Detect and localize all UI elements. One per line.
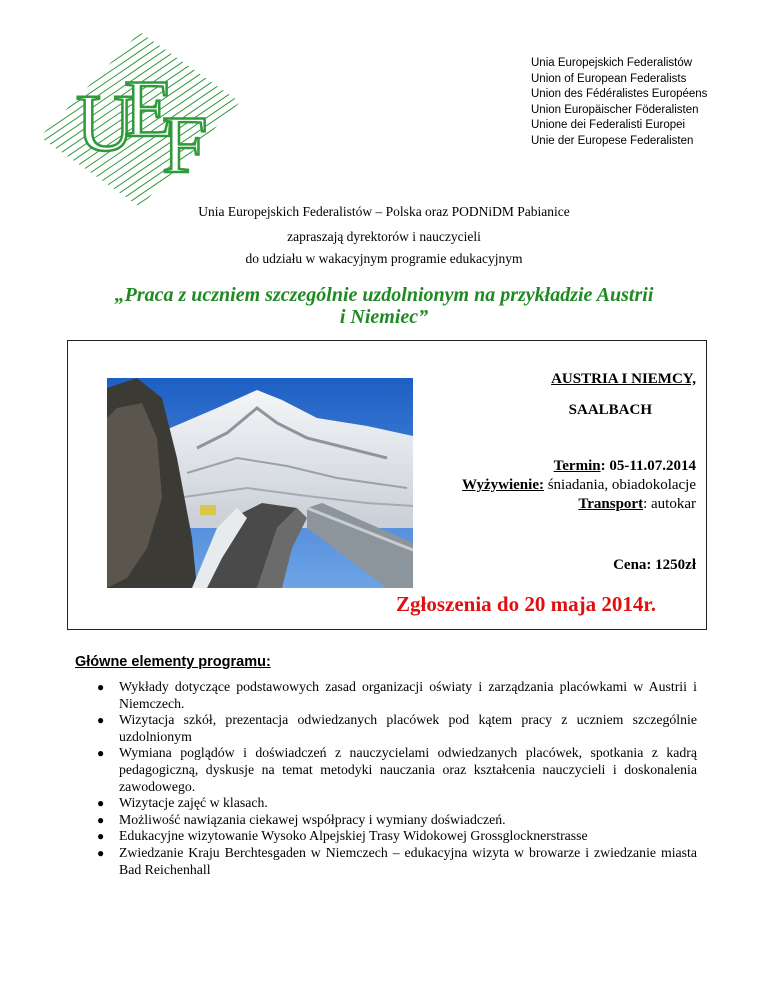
registration-deadline: Zgłoszenia do 20 maja 2014r. (396, 592, 656, 616)
org-name-fr: Union des Fédéralistes Européens (531, 88, 708, 101)
list-item: ● Wykłady dotyczące podstawowych zasad organizacji oświaty i zarządzania placówkami w Austrii i Niemczech. (97, 679, 697, 711)
svg-text:U: U (76, 77, 136, 168)
transport-value: : autokar (643, 496, 696, 512)
intro-line-3: do udziału w wakacyjnym programie edukacyjnym (245, 251, 523, 266)
svg-text:E: E (124, 63, 175, 154)
org-name-nl: Unie der Europese Federalisten (531, 134, 694, 147)
list-item: ● Edukacyjne wizytowanie Wysoko Alpejskiej Trasy Widokowej Grossglocknerstrasse (97, 828, 588, 844)
program-list (96, 679, 697, 878)
program-title (60, 284, 708, 328)
program-title-line-2: i Niemiec” (339, 306, 429, 328)
term-value: : 05-11.07.2014 (600, 458, 696, 474)
list-item: ● Zwiedzanie Kraju Berchtesgaden w Niemczech – edukacyjna wizyta w browarze i zwiedzanie miasta Bad Reichenhall (97, 844, 697, 877)
food-value: śniadania, obiadokolacje (543, 477, 696, 493)
food-line (462, 477, 696, 494)
term-line (554, 458, 696, 475)
org-name-it: Unione dei Federalisti Europei (531, 119, 686, 132)
list-item: ● Możliwość nawiązania ciekawej współpracy i wymiany doświadczeń. (97, 811, 506, 827)
org-name-de: Union Europäischer Föderalisten (531, 103, 699, 116)
transport-line (578, 496, 696, 513)
term-label: Termin (553, 458, 601, 474)
transport-label: Transport (578, 496, 644, 512)
program-title-line-1: „Praca z uczniem szczególnie uzdolnionym na przykładzie Austrii (114, 284, 654, 306)
price: Cena: 1250zł (613, 557, 696, 573)
svg-text:F: F (162, 99, 208, 190)
list-item: ● Wizytacje zajęć w klasach. (97, 795, 268, 811)
list-item: ● Wymiana poglądów i doświadczeń z nauczycielami odwiedzanych placówek, spotkania z kadrą pedagogiczną, dyskusje na temat metodyki nauczania oraz kształcenia nauczycieli i doskonalenia zawodowego. (97, 745, 697, 794)
intro-line-2: zapraszają dyrektorów i nauczycieli (287, 229, 481, 244)
organization-names (531, 56, 707, 150)
destination-line-2: SAALBACH (568, 402, 652, 418)
org-name-pl: Unia Europejskich Federalistów (531, 57, 693, 69)
destination-line-1: AUSTRIA I NIEMCY, (551, 371, 696, 387)
program-heading: Główne elementy programu: (75, 654, 271, 670)
org-name-en: Union of European Federalists (531, 72, 687, 85)
food-label: Wyżywienie: (462, 477, 544, 493)
alpine-road-photo (107, 378, 413, 588)
list-item: ● Wizytacja szkół, prezentacja odwiedzanych placówek pod kątem pracy z uczniem szczególnie uzdolnionym (97, 712, 697, 744)
uef-logo (40, 32, 240, 207)
intro-line-1: Unia Europejskich Federalistów – Polska oraz PODNiDM Pabianice (198, 204, 570, 219)
